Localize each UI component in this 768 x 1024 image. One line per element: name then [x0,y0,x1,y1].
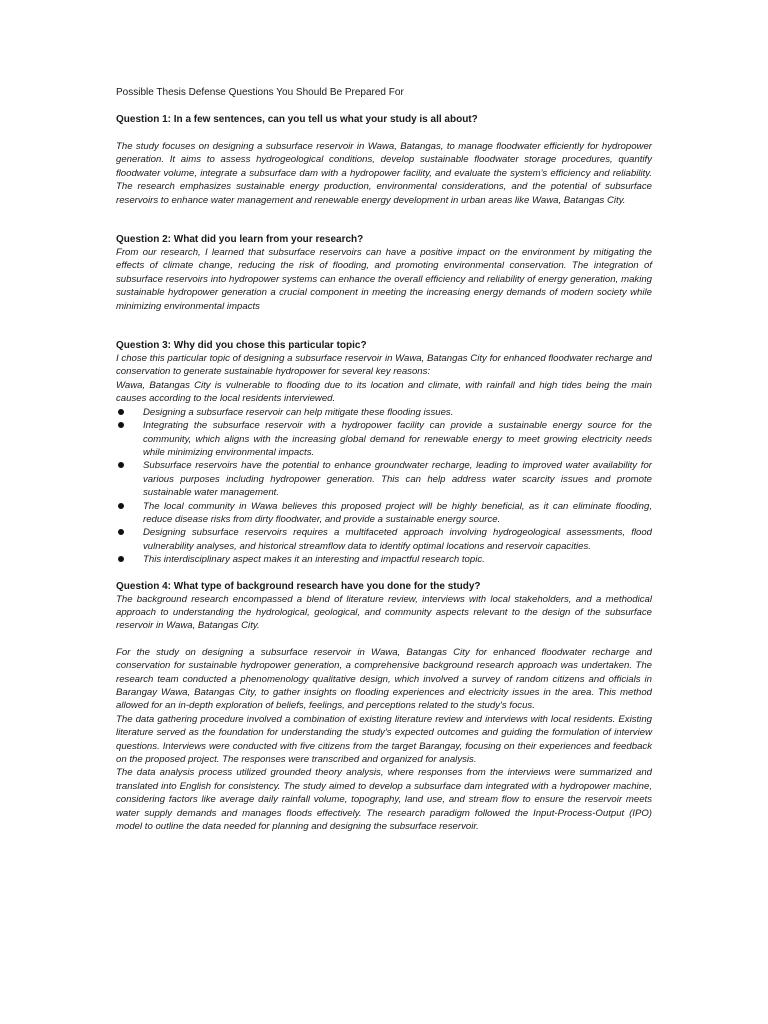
bullet-text: The local community in Wawa believes this proposed project will be highly beneficial, as it can eliminate flooding, reduce disease risks from dirty floodwater, and provide a sustainable energy source. [143,500,652,525]
bullet-text: Integrating the subsurface reservoir with a hydropower facility can provide a sustainable energy source for the community, which aligns with the increasing global demand for renewable energy to meet growing electricity needs while minimizing environmental impacts. [143,420,652,458]
bullet-dot-icon [118,409,124,415]
bullet-text: Subsurface reservoirs have the potential to enhance groundwater recharge, leading to improved water availability for various purposes including hydropower generation. This can help address water scarcity issues and promote sustainable water management. [143,460,652,499]
bullet-item [116,526,652,553]
question-2-heading: Question 2: What did you learn from your research? [116,234,364,246]
question-4-section [116,580,652,834]
question-4-paragraph: The data gathering procedure involved a combination of existing literature review and interviews with local residents. Existing literature served as the foundation for understanding the study's expected outcomes and guiding the formulation of interview questions. Interviews were conducted with five citizens from the target Barangay, focusing on their experiences and feedback on the proposed project. The responses were transcribed and organized for analysis. [116,713,652,766]
question-3-context: Wawa, Batangas City is vulnerable to flooding due to its location and climate, with rainfall and high tides being the main causes according to the local residents interviewed. [116,379,652,405]
document-title: Possible Thesis Defense Questions You Should Be Prepared For [116,87,404,98]
bullet-item [116,406,652,419]
bullet-item [116,500,652,527]
question-2-section [116,233,652,313]
bullet-text: Designing a subsurface reservoir can help mitigate these flooding issues. [143,406,454,418]
bullet-dot-icon [118,422,124,428]
bullet-item [116,419,652,459]
bullet-dot-icon [118,529,124,535]
question-4-heading: Question 4: What type of background research have you done for the study? [116,580,481,592]
bullet-dot-icon [118,503,124,509]
question-1-section [116,113,652,207]
question-3-intro: I chose this particular topic of designing a subsurface reservoir in Wawa, Batangas City for enhanced floodwater recharge and conservation to generate sustainable hydropower for several key reasons: [116,353,652,378]
question-4-answer: The background research encompassed a blend of literature review, interviews with local stakeholders, and a methodical approach to understanding the hydrological, geological, and community aspects relevant to the design of the subsurface reservoir in Wawa, Batangas City. [116,593,652,632]
bullet-item [116,459,652,499]
question-1-answer: The study focuses on designing a subsurface reservoir in Wawa, Batangas, to manage floodwater efficiently for hydropower generation. It aims to assess hydrogeological conditions, develop sustainable floodwater storage procedures, quantify floodwater volume, integrate a subsurface dam with a hydropower facility, and evaluate the system's efficiency and reliability. The research emphasizes sustainable energy production, environmental considerations, and the potential of subsurface reservoirs to enhance water management and renewable energy development in urban areas like Wawa, Batangas City. [116,141,652,206]
question-4-paragraph: The data analysis process utilized grounded theory analysis, where responses from the interviews were summarized and translated into English for consistency. The study aimed to develop a subsurface dam integrated with a hydropower machine, considering factors like average daily rainfall volume, topography, land use, and stream flow to ensure the reservoir meets water supply demands and manages floods effectively. The research paradigm followed the Input-Process-Output (IPO) model to outline the data needed for planning and designing the subsurface reservoir. [116,767,652,833]
question-2-answer: From our research, I learned that subsurface reservoirs can have a positive impact on the environment by mitigating the effects of climate change, reducing the risk of flooding, and promoting environmental conservation. The integration of subsurface reservoirs into hydropower systems can enhance the overall efficiency and reliability of energy generation, making sustainable hydropower generation a crucial component in meeting the increasing energy demands of modern society while minimizing environmental impacts [116,247,652,312]
bullet-text: This interdisciplinary aspect makes it an interesting and impactful research topic. [143,554,485,566]
question-1-heading: Question 1: In a few sentences, can you tell us what your study is all about? [116,114,478,125]
bullet-item [116,553,652,566]
bullet-dot-icon [118,462,124,468]
question-3-section [116,339,652,567]
question-4-paragraph: For the study on designing a subsurface reservoir in Wawa, Batangas City for enhanced floodwater recharge and conservation for sustainable hydropower generation, a comprehensive background research approach was undertaken. The research team conducted a phenomenology qualitative design, which involved a survey of random citizens and officials in Barangay Wawa, Batangas City, to gather insights on flooding experiences and electricity issues in the area. This method allowed for an in-depth exploration of beliefs, feelings, and perceptions related to the study's focus. [116,646,652,712]
question-3-heading: Question 3: Why did you chose this particular topic? [116,340,367,352]
question-3-bullet-list [116,406,652,567]
bullet-dot-icon [118,556,124,562]
bullet-text: Designing subsurface reservoirs requires a multifaceted approach involving hydrogeological assessments, flood vulnerability analyses, and historical streamflow data to identify optimal locations and reservoir capacities. [143,527,652,552]
